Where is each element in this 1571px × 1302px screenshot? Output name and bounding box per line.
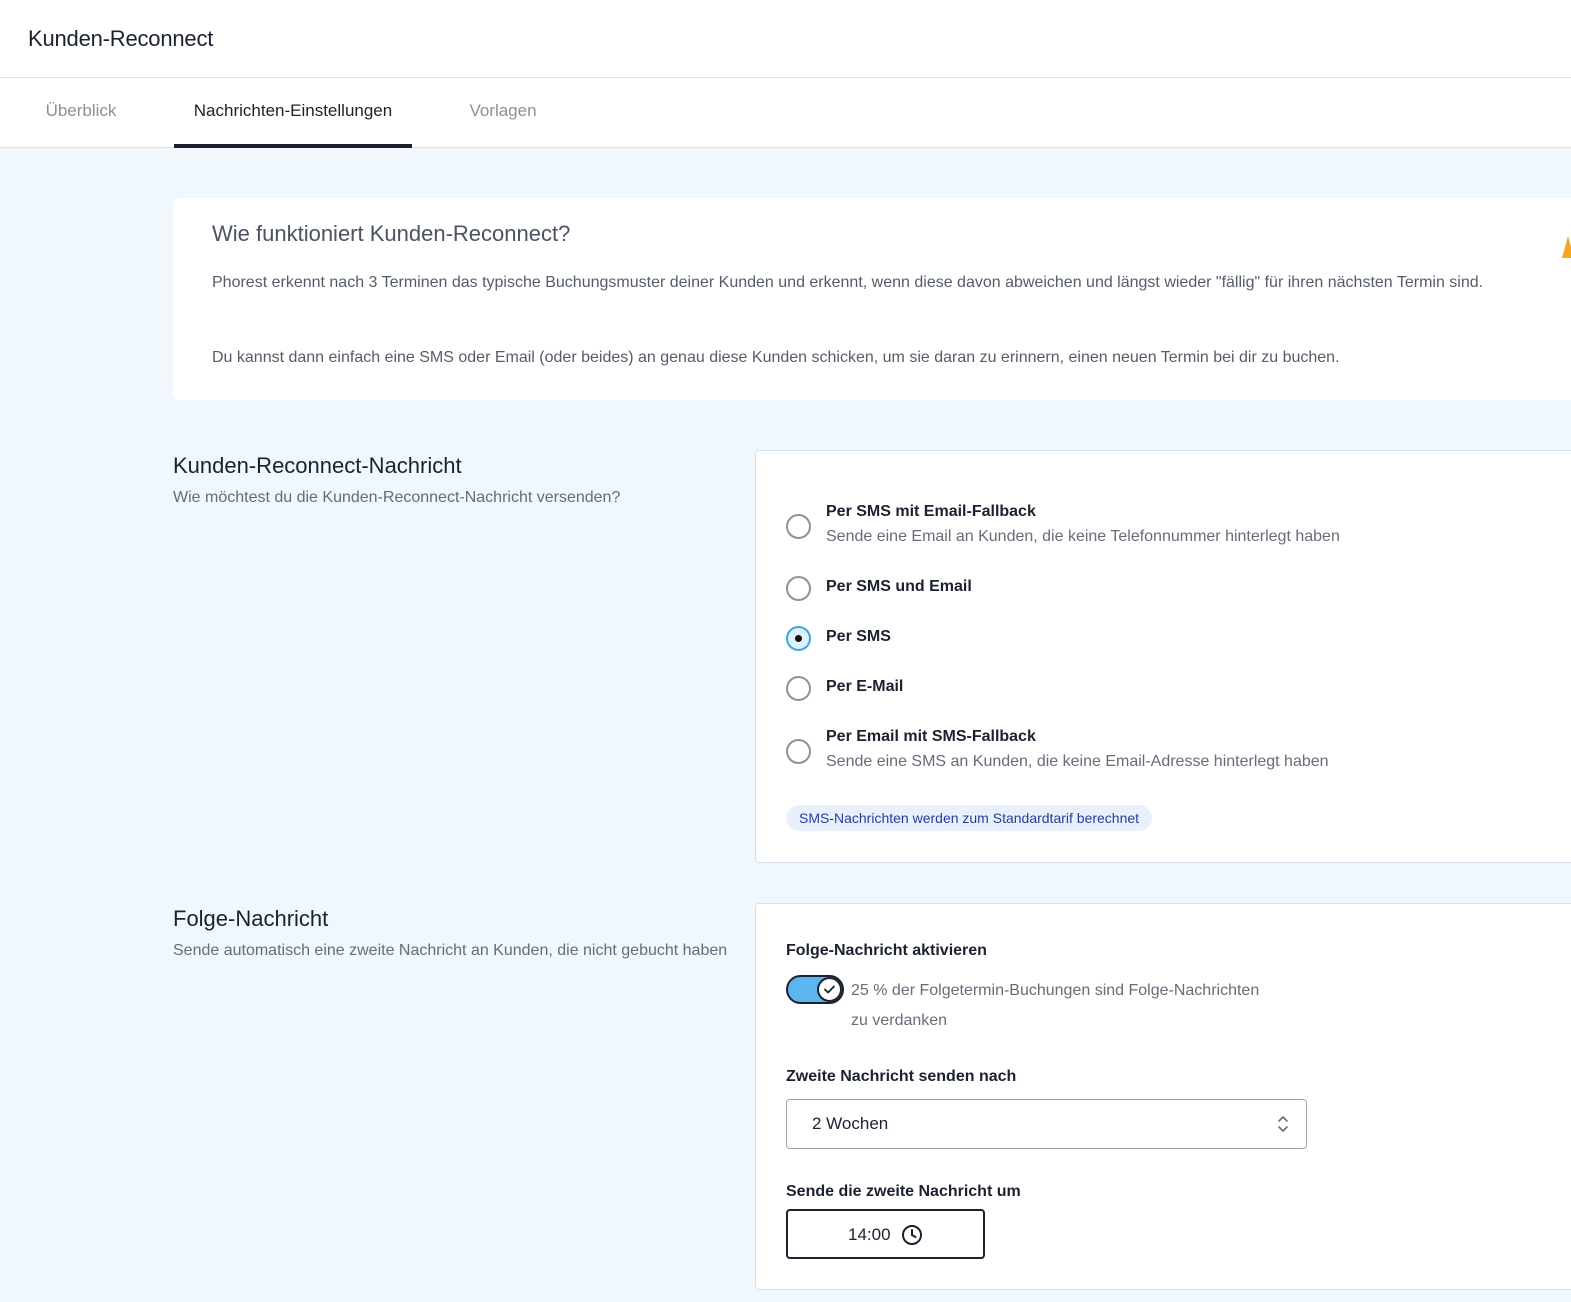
delay-label: Zweite Nachricht senden nach: [786, 1068, 1017, 1085]
reconnect-options-panel: [755, 450, 1571, 863]
warning-icon: [1562, 236, 1571, 258]
option-sublabel: Sende eine Email an Kunden, die keine Telefonnummer hinterlegt haben: [826, 528, 1340, 545]
tab-templates[interactable]: Vorlagen: [469, 101, 537, 120]
sms-pricing-badge: SMS-Nachrichten werden zum Standardtarif berechnet: [786, 805, 1152, 831]
tab-overview[interactable]: Überblick: [45, 101, 117, 120]
info-title: Wie funktioniert Kunden-Reconnect?: [212, 221, 571, 246]
followup-toggle[interactable]: [786, 975, 844, 1004]
followup-section-description: Sende automatisch eine zweite Nachricht an Kunden, die nicht gebucht haben: [173, 942, 728, 959]
followup-section-title: Folge-Nachricht: [173, 906, 329, 931]
tab-message-settings[interactable]: Nachrichten-Einstellungen: [174, 78, 412, 148]
info-card: [173, 198, 1571, 400]
option-label: Per SMS: [826, 628, 891, 645]
option-sublabel: Sende eine SMS an Kunden, die keine Email-Adresse hinterlegt haben: [826, 753, 1329, 770]
check-icon: [819, 979, 840, 1000]
reconnect-section-description: Wie möchtest du die Kunden-Reconnect-Nachricht versenden?: [173, 489, 621, 506]
radio-email-sms-fallback[interactable]: [786, 739, 811, 764]
tab-bar: [0, 78, 1571, 148]
app-header: [0, 0, 1571, 78]
delay-value: 2 Wochen: [812, 1114, 889, 1133]
toggle-knob: [817, 977, 842, 1002]
radio-sms[interactable]: [786, 626, 811, 651]
reconnect-section-title: Kunden-Reconnect-Nachricht: [173, 453, 462, 478]
page-title: Kunden-Reconnect: [28, 26, 214, 51]
radio-sms-email-fallback[interactable]: [786, 514, 811, 539]
time-value: 14:00: [848, 1225, 891, 1244]
followup-stat-line-1: 25 % der Folgetermin-Buchungen sind Folge-Nachrichten: [851, 982, 1260, 999]
select-chevron-icon: [1277, 1113, 1289, 1135]
followup-toggle-label: Folge-Nachricht aktivieren: [786, 942, 987, 959]
radio-sms-and-email[interactable]: [786, 576, 811, 601]
radio-email[interactable]: [786, 676, 811, 701]
clock-icon: [901, 1224, 923, 1246]
option-label: Per SMS mit Email-Fallback: [826, 503, 1036, 520]
info-paragraph-1: Phorest erkennt nach 3 Terminen das typische Buchungsmuster deiner Kunden und erkennt, wenn diese davon abweichen und längst wieder "fällig" für ihren nächsten Termin sind.: [212, 274, 1484, 291]
time-label: Sende die zweite Nachricht um: [786, 1183, 1021, 1200]
delay-select[interactable]: [786, 1099, 1307, 1149]
info-paragraph-2: Du kannst dann einfach eine SMS oder Email (oder beides) an genau diese Kunden schicken, um sie daran zu erinnern, einen neuen Termin bei dir zu buchen.: [212, 349, 1340, 366]
option-label: Per SMS und Email: [826, 578, 972, 595]
followup-panel: [755, 903, 1571, 1290]
option-label: Per E-Mail: [826, 678, 904, 695]
option-label: Per Email mit SMS-Fallback: [826, 728, 1036, 745]
followup-stat-line-2: zu verdanken: [851, 1012, 948, 1029]
time-input[interactable]: [786, 1209, 985, 1259]
